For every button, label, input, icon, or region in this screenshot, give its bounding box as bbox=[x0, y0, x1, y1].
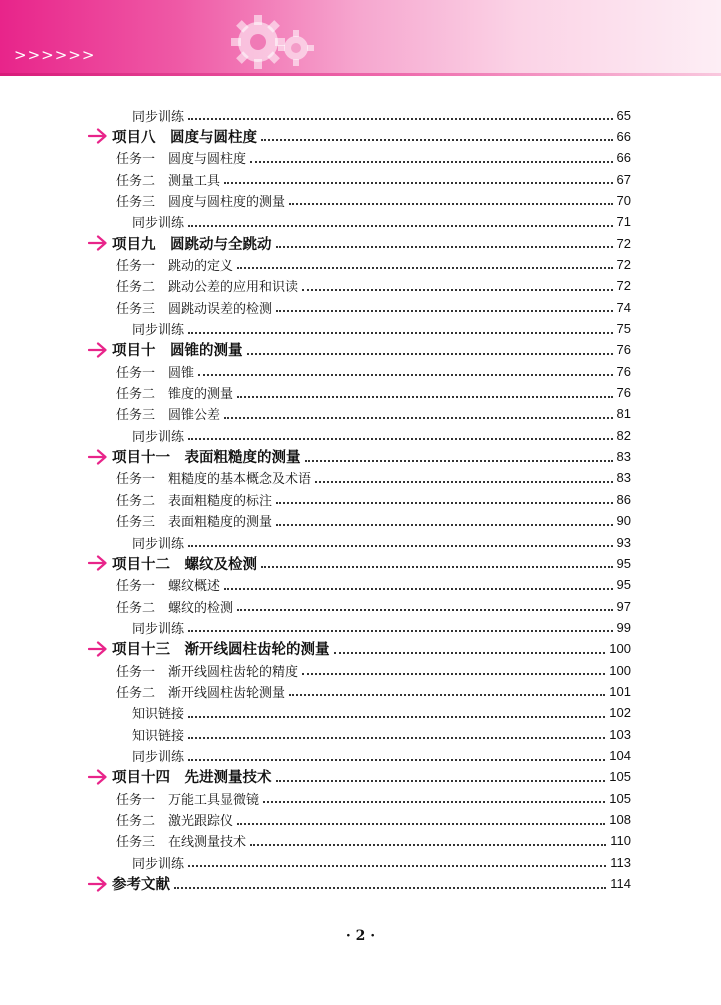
toc-task-row[interactable] bbox=[0, 831, 721, 851]
toc-entry-label: 任务三 在线测量技术 bbox=[116, 835, 247, 851]
leader-dots bbox=[276, 246, 613, 248]
toc-section-row[interactable] bbox=[0, 639, 721, 659]
toc-page-number: 75 bbox=[616, 321, 631, 336]
toc-page-number: 72 bbox=[616, 235, 631, 251]
toc-sub-row[interactable] bbox=[0, 852, 721, 872]
toc-sub-row[interactable] bbox=[0, 532, 721, 552]
toc-entry-label: 项目十一 表面粗糙度的测量 bbox=[112, 449, 301, 467]
toc-page-number: 86 bbox=[616, 491, 631, 507]
toc-entry-label: 任务二 螺纹的检测 bbox=[116, 600, 234, 616]
leader-dots bbox=[261, 139, 613, 141]
toc-entry-label: 参考文献 bbox=[112, 876, 170, 894]
toc-task-row[interactable] bbox=[0, 169, 721, 189]
leader-dots bbox=[250, 844, 606, 846]
toc-page-number: 82 bbox=[616, 427, 631, 443]
toc-page-number: 72 bbox=[616, 278, 631, 294]
leader-dots bbox=[188, 332, 613, 334]
toc-entry-label: 任务一 圆度与圆柱度 bbox=[116, 152, 247, 168]
arrow-right-icon bbox=[88, 876, 108, 892]
toc-page-number: 76 bbox=[616, 342, 631, 358]
toc-page-number: 110 bbox=[610, 833, 631, 849]
toc-page-number: 114 bbox=[610, 876, 631, 892]
leader-dots bbox=[188, 865, 606, 867]
leader-dots bbox=[198, 374, 613, 376]
toc-page-number: 105 bbox=[609, 769, 631, 785]
toc-page-number: 83 bbox=[616, 470, 631, 486]
toc-task-row[interactable] bbox=[0, 276, 721, 296]
toc-entry-label: 任务二 表面粗糙度的标注 bbox=[116, 493, 273, 509]
toc-page-number: 104 bbox=[609, 748, 631, 763]
toc-page-number: 113 bbox=[610, 854, 631, 870]
toc-task-row[interactable] bbox=[0, 489, 721, 509]
toc-page-number: 70 bbox=[616, 192, 631, 208]
toc-entry-label: 任务一 螺纹概述 bbox=[116, 579, 221, 595]
toc-page-number: 101 bbox=[609, 683, 631, 699]
toc-sub-row[interactable] bbox=[0, 319, 721, 339]
toc-task-row[interactable] bbox=[0, 383, 721, 403]
leader-dots bbox=[261, 566, 613, 568]
toc-entry-label: 任务一 圆锥 bbox=[116, 365, 195, 381]
leader-dots bbox=[263, 801, 605, 803]
toc-page-number: 67 bbox=[616, 171, 631, 187]
toc-page-number: 71 bbox=[616, 214, 631, 230]
leader-dots bbox=[276, 502, 613, 504]
toc-task-row[interactable] bbox=[0, 575, 721, 595]
leader-dots bbox=[237, 396, 613, 398]
toc-task-row[interactable] bbox=[0, 148, 721, 168]
toc-task-row[interactable] bbox=[0, 788, 721, 808]
leader-dots bbox=[289, 694, 605, 696]
page-header-banner bbox=[0, 0, 721, 76]
leader-dots bbox=[188, 737, 605, 739]
toc-page-number: 99 bbox=[616, 619, 631, 635]
toc-entry-label: 任务三 圆度与圆柱度的测量 bbox=[116, 194, 286, 210]
leader-dots bbox=[188, 545, 613, 547]
toc-entry-label: 任务一 粗糙度的基本概念及术语 bbox=[116, 472, 312, 488]
toc-page-number: 95 bbox=[616, 577, 631, 593]
leader-dots bbox=[188, 225, 613, 227]
toc-page-number: 103 bbox=[609, 726, 631, 742]
toc-entry-label: 同步训练 bbox=[132, 750, 185, 765]
toc-page-number: 74 bbox=[616, 299, 631, 315]
arrow-right-icon bbox=[88, 449, 108, 465]
toc-entry-label: 任务一 万能工具显微镜 bbox=[116, 792, 260, 808]
toc-entry-label: 任务二 测量工具 bbox=[116, 173, 221, 189]
toc-task-row[interactable] bbox=[0, 190, 721, 210]
toc-section-row[interactable] bbox=[0, 340, 721, 360]
toc-page-number: 108 bbox=[609, 812, 631, 828]
toc-entry-label: 同步训练 bbox=[132, 856, 185, 872]
toc-task-row[interactable] bbox=[0, 511, 721, 531]
leader-dots bbox=[237, 609, 613, 611]
toc-section-row[interactable] bbox=[0, 447, 721, 467]
toc-sub-row[interactable] bbox=[0, 703, 721, 723]
toc-page-number: 93 bbox=[616, 534, 631, 550]
chevrons-decoration: >>>>>> bbox=[14, 46, 96, 64]
toc-entry-label: 同步训练 bbox=[132, 536, 185, 552]
toc-page-number: 66 bbox=[616, 150, 631, 166]
toc-page-number: 100 bbox=[609, 662, 631, 678]
toc-entry-label: 知识链接 bbox=[132, 728, 185, 744]
leader-dots bbox=[237, 823, 605, 825]
toc-entry-label: 任务三 圆跳动误差的检测 bbox=[116, 301, 273, 317]
leader-dots bbox=[250, 161, 613, 163]
toc-section-row[interactable] bbox=[0, 553, 721, 573]
arrow-right-icon bbox=[88, 769, 108, 785]
toc-page-number: 102 bbox=[609, 705, 631, 721]
toc-sub-row[interactable] bbox=[0, 105, 721, 125]
leader-dots bbox=[224, 417, 613, 419]
leader-dots bbox=[302, 289, 613, 291]
toc-sub-row[interactable] bbox=[0, 212, 721, 232]
toc-page-number: 72 bbox=[616, 256, 631, 272]
leader-dots bbox=[188, 630, 613, 632]
toc-page-number: 65 bbox=[616, 107, 631, 123]
toc-entry-label: 任务一 渐开线圆柱齿轮的精度 bbox=[116, 664, 299, 680]
toc-page-number: 76 bbox=[616, 363, 631, 379]
toc-entry-label: 同步训练 bbox=[132, 323, 185, 338]
toc-entry-label: 项目十三 渐开线圆柱齿轮的测量 bbox=[112, 641, 330, 659]
leader-dots bbox=[224, 588, 613, 590]
leader-dots bbox=[188, 438, 613, 440]
leader-dots bbox=[305, 460, 613, 462]
arrow-right-icon bbox=[88, 342, 108, 358]
toc-page-number: 66 bbox=[616, 128, 631, 144]
toc-sub-row[interactable] bbox=[0, 425, 721, 445]
toc-sub-row[interactable] bbox=[0, 617, 721, 637]
toc-entry-label: 同步训练 bbox=[132, 621, 185, 637]
toc-entry-label: 项目十二 螺纹及检测 bbox=[112, 555, 257, 573]
leader-dots bbox=[188, 118, 613, 120]
toc-entry-label: 任务二 激光跟踪仪 bbox=[116, 814, 234, 830]
toc-entry-label: 任务三 圆锥公差 bbox=[116, 408, 221, 424]
leader-dots bbox=[188, 716, 605, 718]
toc-page-number: 97 bbox=[616, 598, 631, 614]
leader-dots bbox=[188, 759, 605, 761]
leader-dots bbox=[276, 524, 613, 526]
toc-page-number: 95 bbox=[616, 555, 631, 571]
arrow-right-icon bbox=[88, 641, 108, 657]
toc-sub-row[interactable] bbox=[0, 746, 721, 766]
toc-task-row[interactable] bbox=[0, 361, 721, 381]
toc-entry-label: 项目十四 先进测量技术 bbox=[112, 769, 272, 787]
leader-dots bbox=[247, 353, 613, 355]
toc-page-number: 83 bbox=[616, 449, 631, 465]
toc-task-row[interactable] bbox=[0, 297, 721, 317]
toc-section-row[interactable] bbox=[0, 126, 721, 146]
toc-page-number: 76 bbox=[616, 385, 631, 401]
leader-dots bbox=[174, 887, 606, 889]
toc-entry-label: 项目十 圆锥的测量 bbox=[112, 342, 243, 360]
toc-entry-label: 项目八 圆度与圆柱度 bbox=[112, 128, 257, 146]
toc-page-number: 90 bbox=[616, 513, 631, 529]
header-divider bbox=[0, 73, 721, 76]
toc-entry-label: 项目九 圆跳动与全跳动 bbox=[112, 235, 272, 253]
toc-entry-label: 任务三 表面粗糙度的测量 bbox=[116, 515, 273, 531]
toc-entry-label: 任务二 锥度的测量 bbox=[116, 387, 234, 403]
toc-entry-label: 任务一 跳动的定义 bbox=[116, 258, 234, 274]
toc-entry-label: 任务二 跳动公差的应用和识读 bbox=[116, 280, 299, 296]
toc-task-row[interactable] bbox=[0, 404, 721, 424]
leader-dots bbox=[315, 481, 613, 483]
toc-sub-row[interactable] bbox=[0, 724, 721, 744]
toc-entry-label: 同步训练 bbox=[132, 429, 185, 445]
leader-dots bbox=[302, 673, 605, 675]
leader-dots bbox=[289, 203, 613, 205]
leader-dots bbox=[276, 310, 613, 312]
arrow-right-icon bbox=[88, 235, 108, 251]
toc-entry-label: 同步训练 bbox=[132, 216, 185, 232]
toc-page-number: 81 bbox=[616, 406, 631, 422]
toc-section-row[interactable] bbox=[0, 874, 721, 894]
leader-dots bbox=[237, 267, 613, 269]
toc-task-row[interactable] bbox=[0, 810, 721, 830]
leader-dots bbox=[276, 780, 606, 782]
toc-task-row[interactable] bbox=[0, 596, 721, 616]
arrow-right-icon bbox=[88, 128, 108, 144]
toc-page-number: 105 bbox=[609, 790, 631, 806]
toc-entry-label: 知识链接 bbox=[132, 707, 185, 723]
toc-task-row[interactable] bbox=[0, 660, 721, 680]
toc-section-row[interactable] bbox=[0, 233, 721, 253]
leader-dots bbox=[224, 182, 613, 184]
toc-task-row[interactable] bbox=[0, 681, 721, 701]
toc-entry-label: 任务二 渐开线圆柱齿轮测量 bbox=[116, 685, 286, 701]
leader-dots bbox=[334, 652, 606, 654]
page-number: · 2 · bbox=[345, 928, 376, 944]
arrow-right-icon bbox=[88, 555, 108, 571]
toc-section-row[interactable] bbox=[0, 767, 721, 787]
toc-task-row[interactable] bbox=[0, 254, 721, 274]
gears-icon bbox=[224, 8, 334, 74]
toc-entry-label: 同步训练 bbox=[132, 109, 185, 125]
toc-page-number: 100 bbox=[609, 641, 631, 657]
toc-task-row[interactable] bbox=[0, 468, 721, 488]
